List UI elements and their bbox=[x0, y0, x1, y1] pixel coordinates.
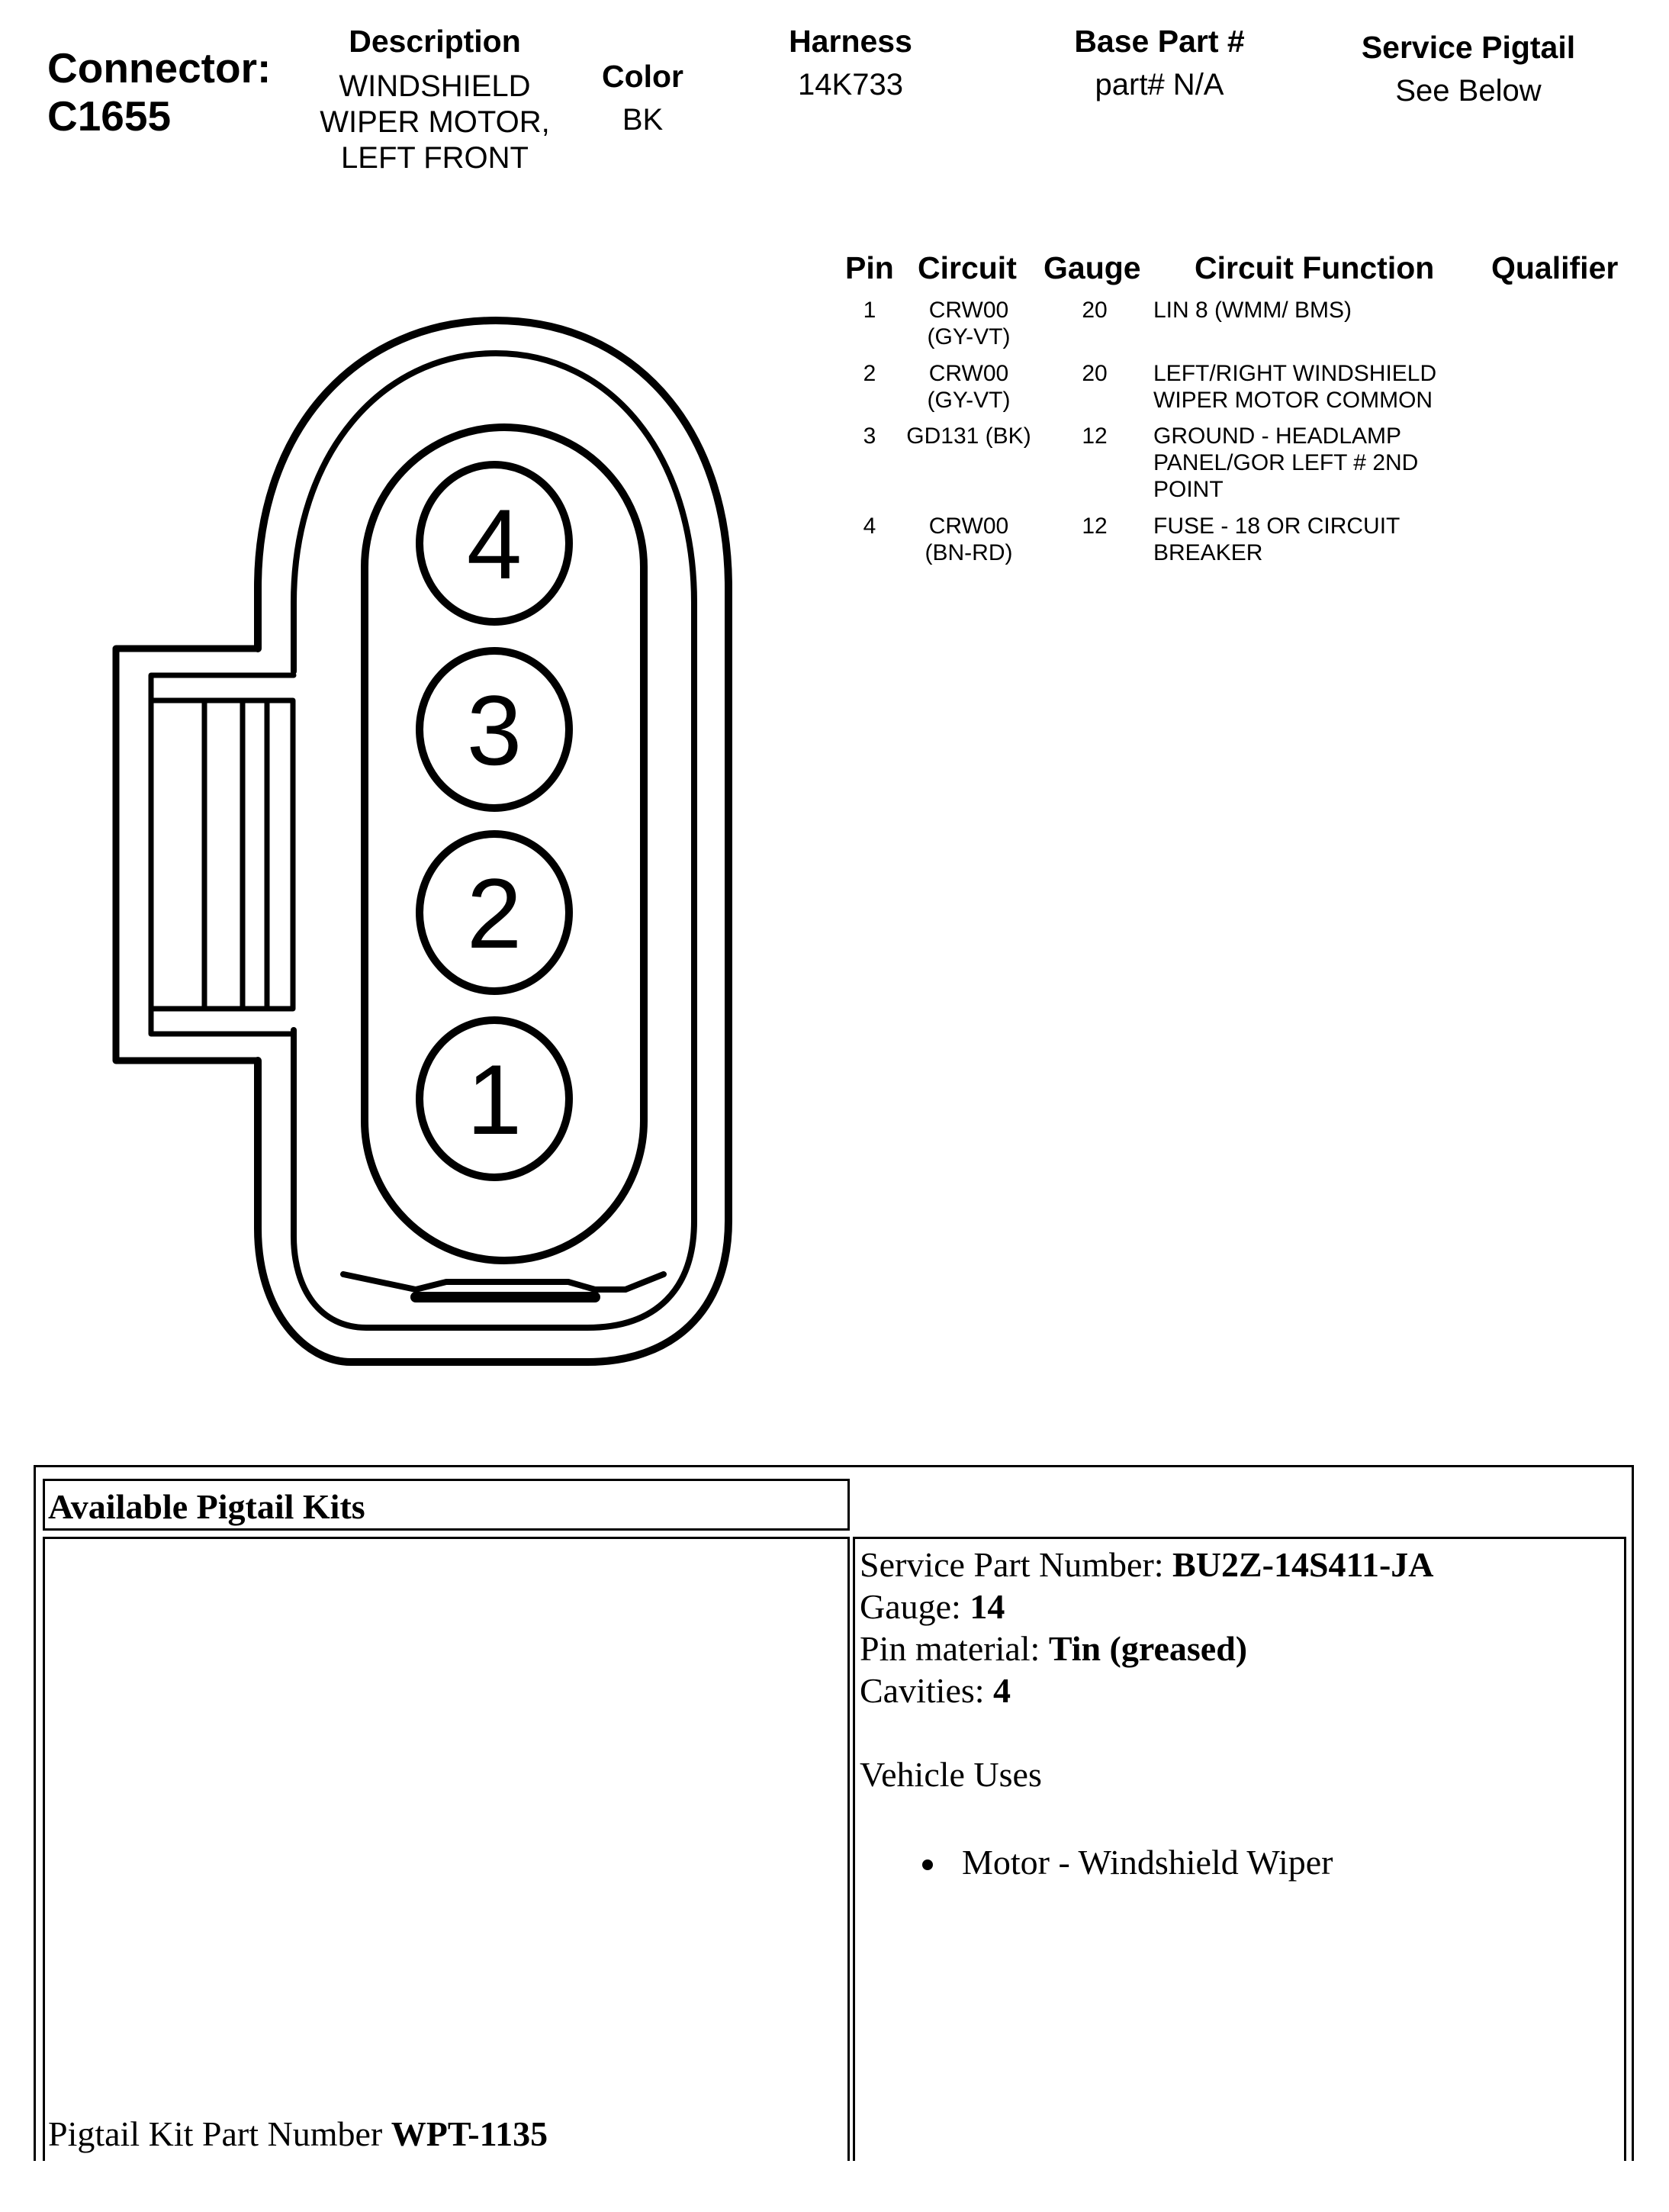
kit-number-value: WPT-1135 bbox=[391, 2114, 548, 2153]
pin-2-label: 2 bbox=[466, 858, 523, 969]
row4-gauge: 12 bbox=[1082, 514, 1108, 539]
housing-outline bbox=[258, 320, 728, 1362]
row2-circuit bbox=[892, 360, 1045, 414]
circuit-line: (GY-VT) bbox=[927, 388, 1011, 413]
circuit-line: GD131 (BK) bbox=[906, 423, 1031, 449]
service-pigtail-value: See Below bbox=[1395, 74, 1542, 108]
function-line: LEFT/RIGHT WINDSHIELD bbox=[1153, 361, 1437, 386]
service-part-line bbox=[860, 1544, 1434, 1586]
harness-value: 14K733 bbox=[798, 68, 903, 101]
row1-function bbox=[1153, 297, 1352, 324]
service-part-label: Service Part Number: bbox=[860, 1545, 1173, 1584]
pigtail-heading-cell bbox=[43, 1479, 850, 1531]
latch-inner bbox=[151, 675, 294, 1034]
pigtail-details bbox=[860, 1544, 1434, 1883]
description-line: WIPER MOTOR, bbox=[320, 105, 550, 139]
qualifier-header: Qualifier bbox=[1491, 250, 1619, 285]
row2-function bbox=[1153, 360, 1436, 414]
gauge-line bbox=[860, 1586, 1434, 1628]
connector-face-diagram bbox=[0, 0, 763, 1389]
vehicle-uses-label: Vehicle Uses bbox=[860, 1755, 1042, 1794]
list-item: Motor - Windshield Wiper bbox=[922, 1841, 1434, 1883]
bottom-key bbox=[343, 1274, 664, 1290]
description-title: Description bbox=[349, 24, 521, 59]
function-line: POINT bbox=[1153, 477, 1224, 502]
pigtail-heading: Available Pigtail Kits bbox=[48, 1487, 365, 1526]
circuit-line: (BN-RD) bbox=[925, 540, 1013, 565]
pin-3-label: 3 bbox=[466, 675, 523, 786]
color-value: BK bbox=[622, 103, 664, 137]
circuit-line: CRW00 bbox=[928, 514, 1009, 539]
connector-id: C1655 bbox=[47, 92, 172, 140]
function-line: WIPER MOTOR COMMON bbox=[1153, 388, 1433, 413]
circuit-header: Circuit bbox=[918, 250, 1017, 285]
harness-title: Harness bbox=[789, 24, 912, 59]
pin-header: Pin bbox=[845, 250, 894, 285]
circuit-line: CRW00 bbox=[928, 298, 1009, 323]
description-line: WINDSHIELD bbox=[339, 69, 531, 103]
function-line: FUSE - 18 OR CIRCUIT bbox=[1153, 514, 1400, 539]
pigtail-details-cell bbox=[853, 1537, 1626, 2161]
row3-function bbox=[1153, 423, 1418, 503]
function-line: PANEL/GOR LEFT # 2ND bbox=[1153, 450, 1419, 475]
row1-gauge: 20 bbox=[1082, 298, 1108, 323]
row1-pin: 1 bbox=[863, 298, 876, 323]
service-pigtail-column bbox=[1331, 29, 1606, 109]
row1-circuit bbox=[892, 297, 1045, 350]
base-part-value: part# N/A bbox=[1095, 68, 1224, 101]
pigtail-kit-number-line bbox=[48, 2113, 548, 2155]
cavities-line bbox=[860, 1669, 1434, 1711]
function-line: LIN 8 (WMM/ BMS) bbox=[1153, 298, 1352, 323]
row3-circuit bbox=[892, 423, 1045, 449]
gauge-header: Gauge bbox=[1044, 250, 1141, 285]
cavities-label: Cavities: bbox=[860, 1671, 994, 1710]
cavities-value: 4 bbox=[993, 1671, 1011, 1710]
function-header: Circuit Function bbox=[1195, 250, 1435, 285]
circuit-line: CRW00 bbox=[928, 361, 1009, 386]
pigtail-image-cell bbox=[43, 1537, 850, 2161]
vehicle-uses-list bbox=[922, 1841, 1434, 1883]
function-line: GROUND - HEADLAMP bbox=[1153, 423, 1402, 449]
pin-material-line bbox=[860, 1628, 1434, 1669]
base-part-title: Base Part # bbox=[1074, 24, 1245, 59]
pin-1-label: 1 bbox=[466, 1044, 523, 1155]
row3-pin: 3 bbox=[863, 423, 876, 449]
base-part-column bbox=[1045, 23, 1274, 103]
circuit-line: (GY-VT) bbox=[927, 324, 1011, 349]
latch-outer bbox=[116, 649, 258, 1061]
gauge-value: 14 bbox=[970, 1587, 1005, 1626]
pin-material-label: Pin material: bbox=[860, 1629, 1049, 1668]
service-pigtail-title: Service Pigtail bbox=[1361, 30, 1576, 65]
row4-function bbox=[1153, 513, 1400, 566]
row4-circuit bbox=[892, 513, 1045, 566]
gauge-label: Gauge: bbox=[860, 1587, 970, 1626]
description-line: LEFT FRONT bbox=[341, 141, 529, 175]
connector-label: Connector: bbox=[47, 44, 272, 92]
latch-slot bbox=[151, 700, 293, 1009]
harness-column bbox=[763, 23, 938, 103]
pin-material-value: Tin (greased) bbox=[1048, 1629, 1248, 1668]
function-line: BREAKER bbox=[1153, 540, 1263, 565]
row2-gauge: 20 bbox=[1082, 361, 1108, 386]
pin-4-label: 4 bbox=[466, 488, 523, 600]
row4-pin: 4 bbox=[863, 514, 876, 539]
service-part-value: BU2Z-14S411-JA bbox=[1172, 1545, 1434, 1584]
color-title: Color bbox=[601, 59, 684, 94]
row2-pin: 2 bbox=[863, 361, 876, 386]
kit-number-label: Pigtail Kit Part Number bbox=[48, 2114, 391, 2153]
row3-gauge: 12 bbox=[1082, 423, 1108, 449]
